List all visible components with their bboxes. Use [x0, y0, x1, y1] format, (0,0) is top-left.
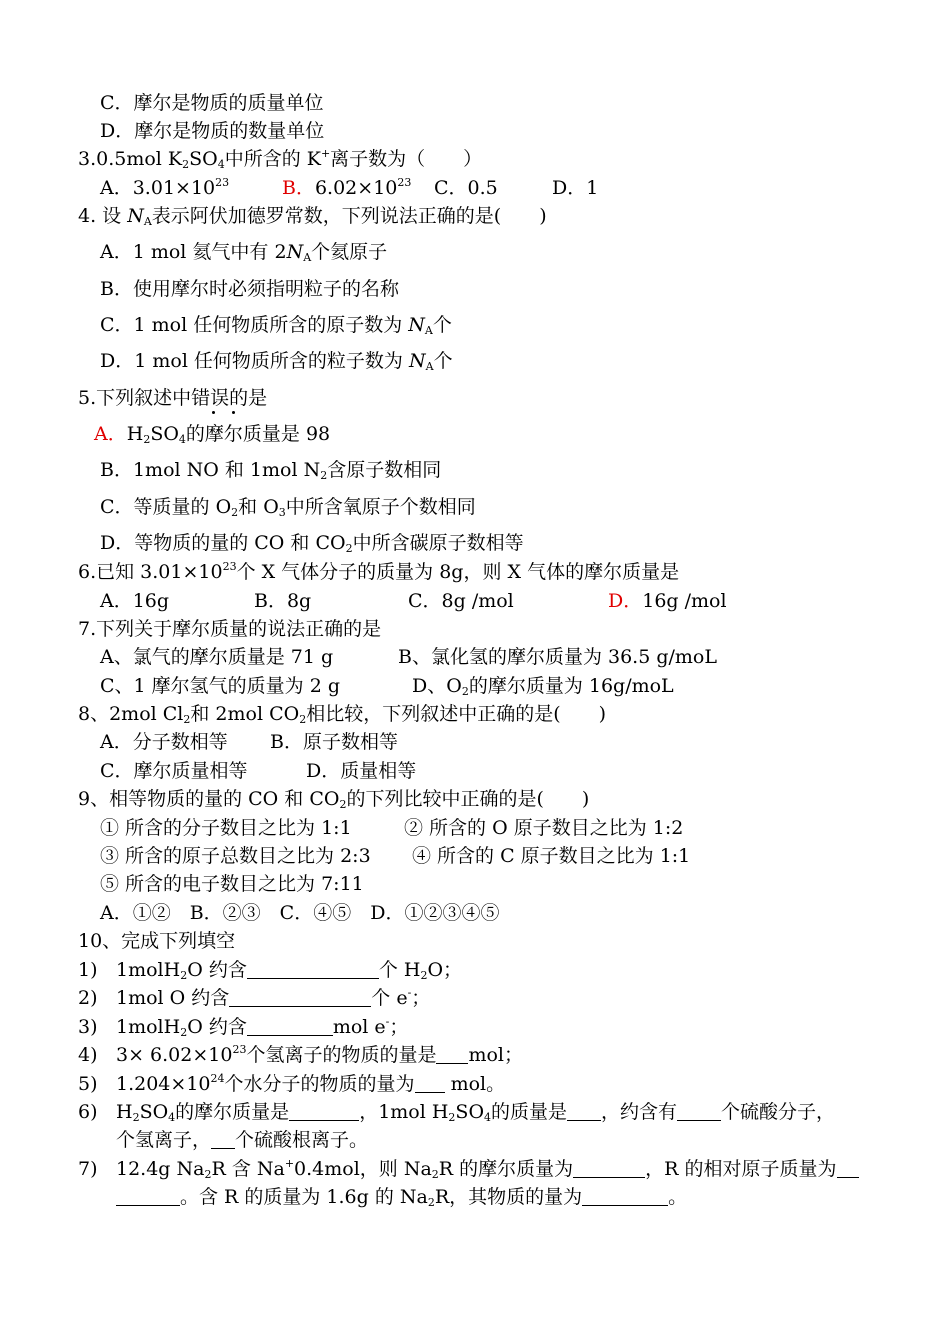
q10-item-5: $1.204\times 10^{24}$个水分子的物质的量为 mol。 [116, 1072, 506, 1095]
item-number: 1) [78, 959, 98, 981]
q10-item-1: 1molH$_2$O 约含 个 $H_2O$； [116, 959, 463, 982]
q10-item-6: $H_2SO_4$的摩尔质量是 ，1mol $H_2SO_4$的质量是 ，约含有 个硫酸分子， [116, 1101, 836, 1124]
item-number: 2) [78, 987, 98, 1009]
q5-stem: 5.下列叙述中错误的是 [78, 387, 268, 409]
q7-option-c: C、1 摩尔氢气的质量为 2 g [100, 675, 340, 697]
q5-option-d: D．等物质的量的 CO 和 $CO_2$中所含碳原子数相等 [100, 532, 524, 555]
q7-option-a: A、氯气的摩尔质量是 71 g [100, 646, 334, 668]
q10-item-3: 1molH$_2$O 约含 mol e-； [116, 1015, 409, 1039]
answer-blank[interactable] [837, 1160, 859, 1178]
q10-item-6-cont: 个氢离子， 个硫酸根离子。 [116, 1129, 369, 1151]
q9-stem: 9、相等物质的量的 CO 和 $CO_2$的下列比较中正确的是( ) [78, 788, 590, 811]
q10-item-7-cont: 。含 R 的质量为 1.6g 的 $Na_2R$，其物质的量为 。 [116, 1188, 687, 1207]
q9-statement-5: ⑤ 所含的电子数目之比为 7:11 [100, 873, 364, 895]
q8-option-d: D．质量相等 [306, 760, 417, 782]
q5-option-a: A．$H_2SO_4$的摩尔质量是 98 [94, 423, 331, 446]
q9-options: A．①② B．②③ C．④⑤ D．①②③④⑤ [100, 902, 500, 924]
q9-statement-2: ② 所含的 O 原子数目之比为 1:2 [404, 817, 684, 839]
q10-item-4: $3\times 6.02\times 10^{23}$个氢离子的物质的量是 mol； [116, 1043, 524, 1066]
q10-item-2: 1mol O 约含 个 e-； [116, 986, 431, 1009]
q7-stem: 7.下列关于摩尔质量的说法正确的是 [78, 618, 382, 640]
q4-option-b: B．使用摩尔时必须指明粒子的名称 [100, 278, 399, 300]
q5-option-c: C．等质量的 $O_2$和 $O_3$中所含氧原子个数相同 [100, 496, 476, 519]
q4-option-c: C．1 mol 任何物质所含的原子数为 $N_A$个 [100, 314, 452, 337]
q4-option-d: D．1 mol 任何物质所含的粒子数为 $N_A$个 [100, 350, 453, 373]
emphasis-dot [232, 411, 235, 414]
q3-option-c: C．0.5 [434, 177, 498, 199]
answer-blank[interactable] [211, 1131, 235, 1149]
q6-option-a: A．16g [100, 590, 170, 612]
answer-blank[interactable] [677, 1103, 721, 1121]
q8-option-b: B．原子数相等 [270, 731, 398, 753]
answer-blank[interactable] [247, 961, 379, 979]
q6-option-b: B．8g [254, 590, 312, 612]
answer-blank[interactable] [247, 1018, 333, 1036]
item-number: 5) [78, 1073, 98, 1095]
answer-blank[interactable] [567, 1103, 601, 1121]
q4-stem: 4. 设 $N_A$表示阿伏加德罗常数，下列说法正确的是( ) [78, 205, 547, 228]
q8-option-a: A．分子数相等 [100, 731, 228, 753]
q3-option-a: A．$3.01\times 10^{23}$ [100, 176, 230, 199]
q9-statement-1: ① 所含的分子数目之比为 1:1 [100, 817, 352, 839]
answer-blank[interactable] [116, 1188, 180, 1206]
q6-option-c: C．8g /mol [408, 590, 514, 612]
q7-option-d: D、$O_2$的摩尔质量为 16g/moL [412, 675, 674, 698]
q4-option-a: A．1 mol 氦气中有 $2N_A$个氦原子 [100, 241, 388, 264]
emphasis-dot [212, 411, 215, 414]
item-number: 4) [78, 1044, 98, 1066]
answer-blank[interactable] [415, 1075, 445, 1093]
item-number: 7) [78, 1158, 98, 1180]
q10-item-7: 12.4g $Na_2R$ 含 Na+0.4mol，则 $Na_2R$ 的摩尔质量为 ，R 的相对原子质量为 [116, 1160, 859, 1179]
q3-option-b: B．$6.02\times 10^{23}$ [282, 176, 412, 199]
q6-stem: 6.已知 $3.01\times 10^{23}$个 X 气体分子的质量为 8g，则 X 气体的摩尔质量是 [78, 560, 680, 583]
q2-option-c: C．摩尔是物质的质量单位 [100, 92, 324, 114]
q10-stem: 10、完成下列填空 [78, 930, 236, 952]
item-number: 3) [78, 1016, 98, 1038]
q3-option-d: D．1 [552, 177, 599, 199]
item-number: 6) [78, 1101, 98, 1123]
answer-blank[interactable] [289, 1103, 359, 1121]
answer-blank[interactable] [436, 1046, 468, 1064]
q5-option-b: B．1mol NO 和 1mol $N_2$含原子数相同 [100, 459, 442, 482]
q7-option-b: B、氯化氢的摩尔质量为 36.5 g/moL [398, 646, 717, 668]
answer-blank[interactable] [582, 1188, 668, 1206]
answer-blank[interactable] [573, 1160, 645, 1178]
q3-stem: 3.0.5mol $K_2SO_4$中所含的 K+离子数为（ ） [78, 147, 483, 171]
q9-statement-4: ④ 所含的 C 原子数目之比为 1:1 [412, 845, 691, 867]
q8-option-c: C．摩尔质量相等 [100, 760, 248, 782]
q6-option-d: D．16g /mol [608, 590, 727, 612]
q2-option-d: D．摩尔是物质的数量单位 [100, 120, 325, 142]
q8-stem: 8、2mol $Cl_2$和 2mol $CO_2$相比较，下列叙述中正确的是( ) [78, 703, 607, 726]
answer-blank[interactable] [229, 989, 371, 1007]
q9-statement-3: ③ 所含的原子总数目之比为 2:3 [100, 845, 371, 867]
